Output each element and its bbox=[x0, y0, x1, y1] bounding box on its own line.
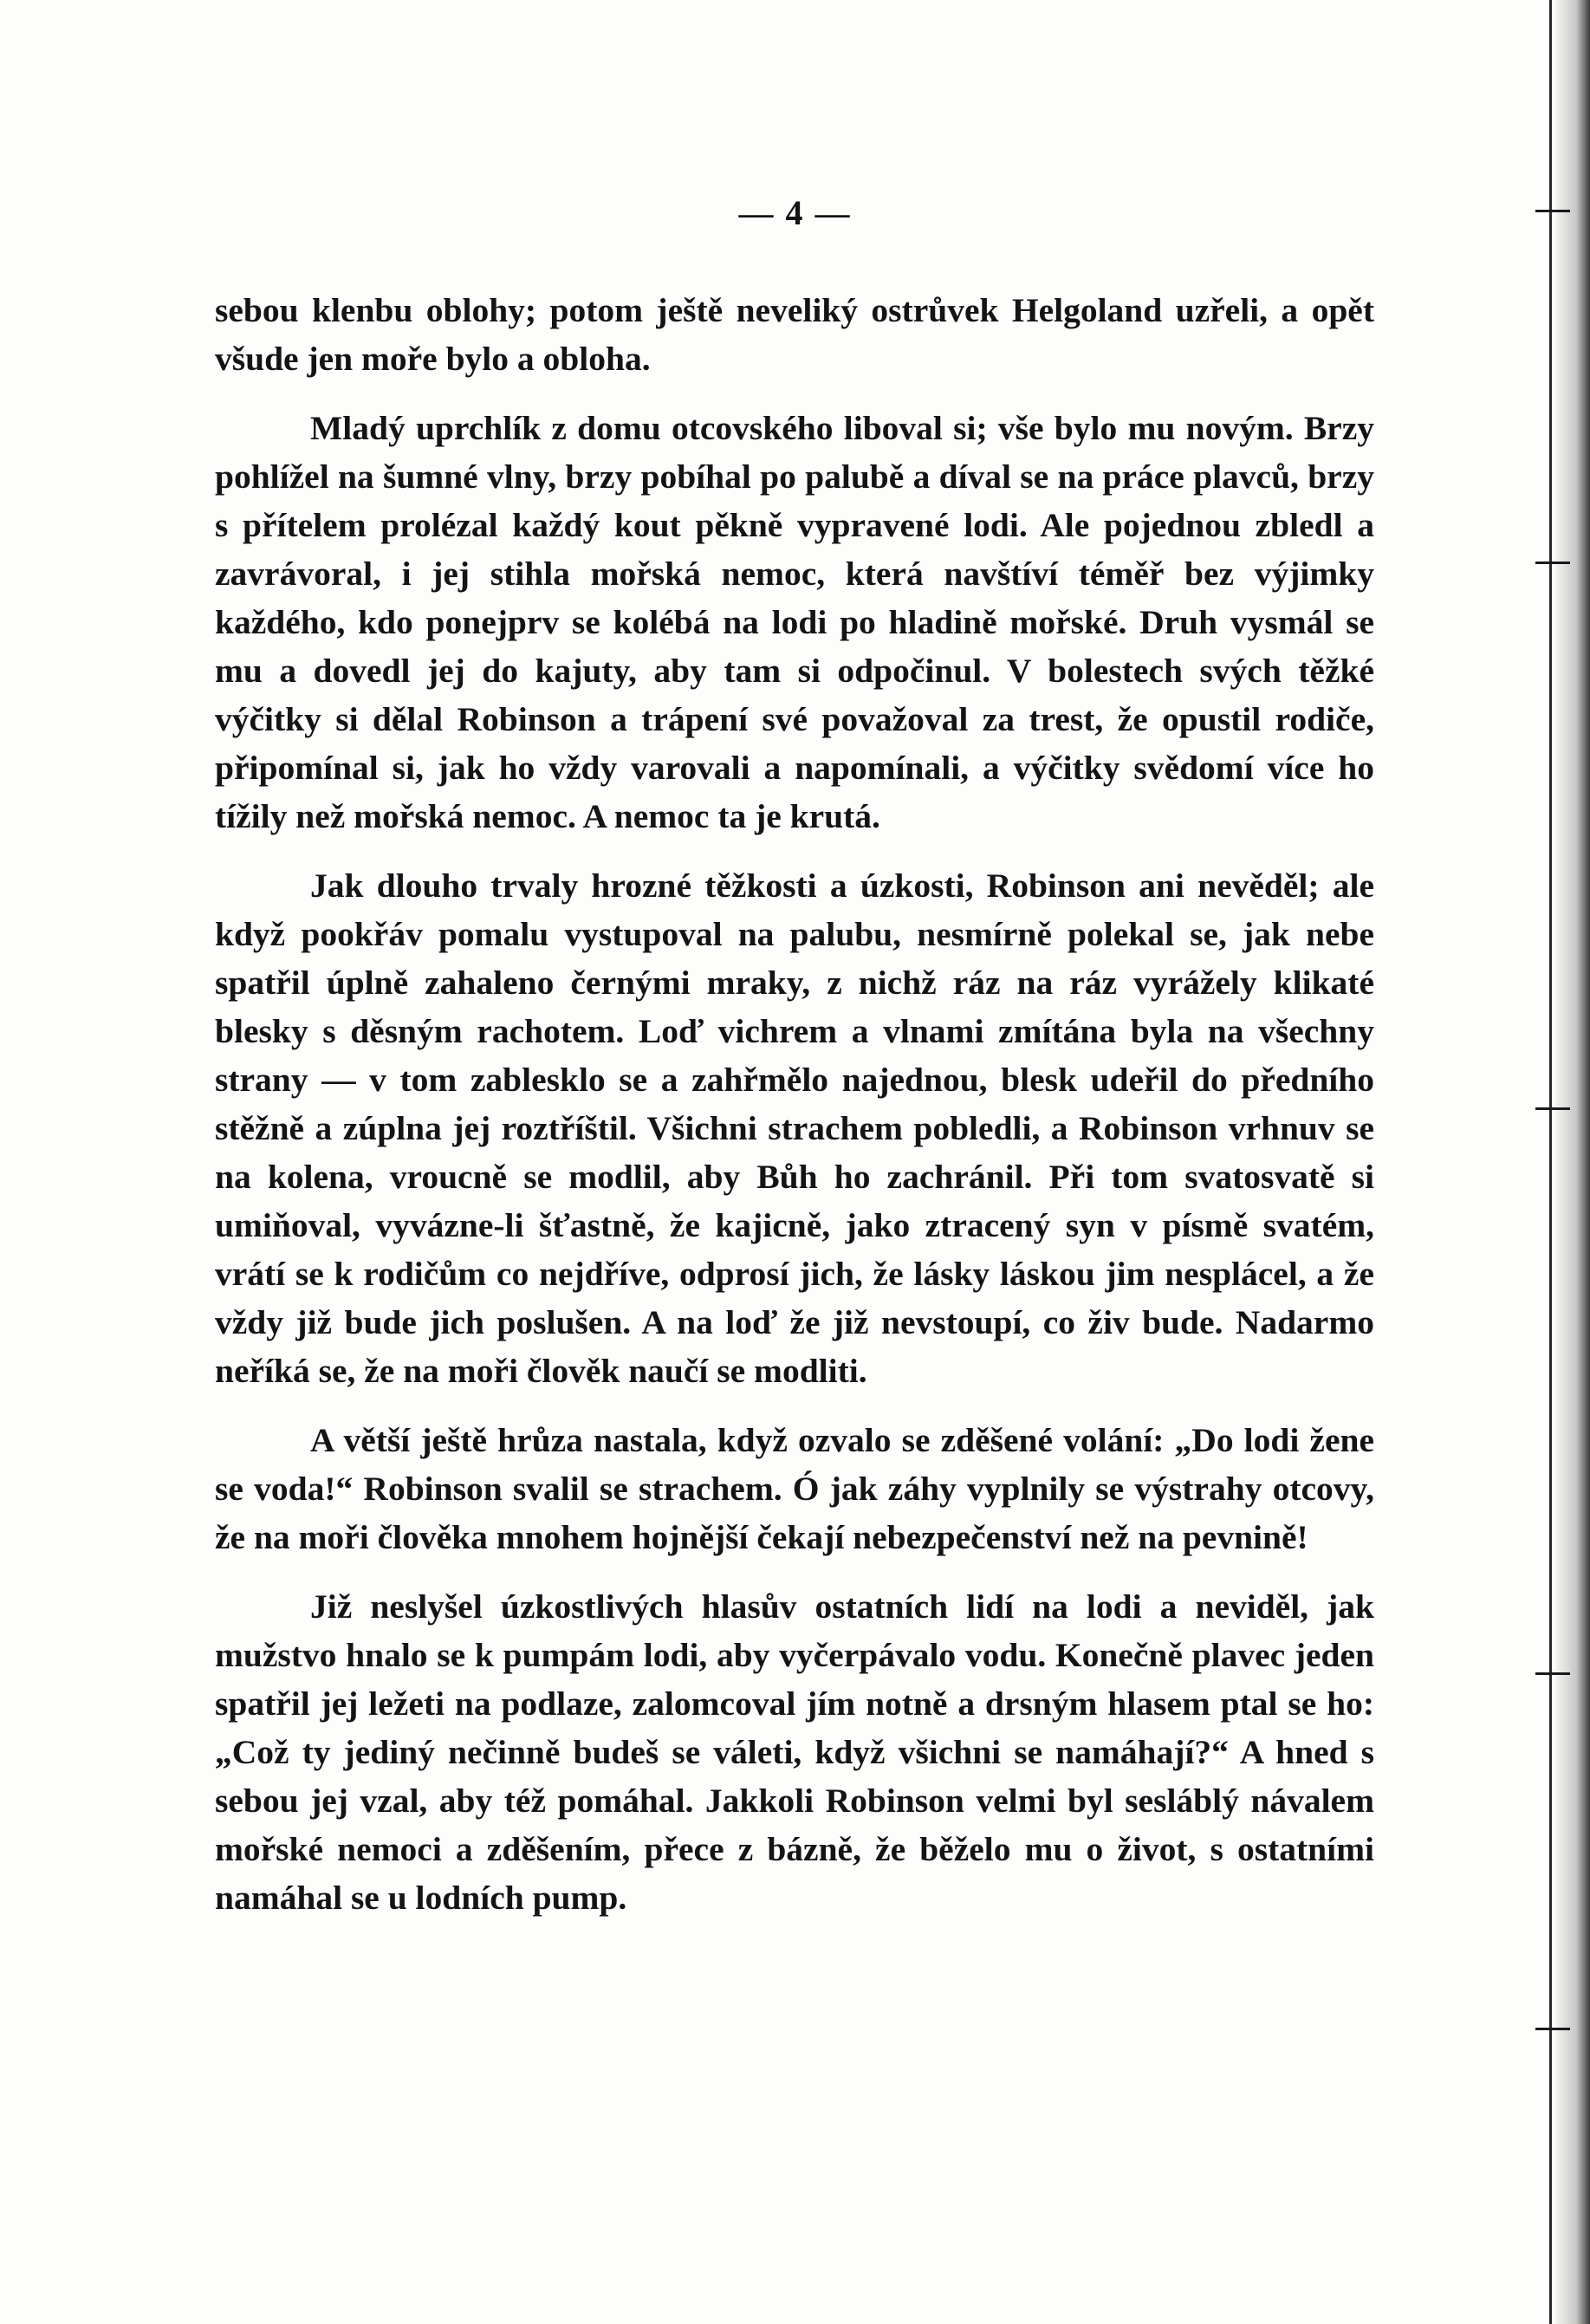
registration-mark bbox=[1535, 562, 1570, 564]
paragraph: Mladý uprchlík z domu otcovského liboval si; vše bylo mu novým. Brzy pohlížel na šumné vlny, brzy pobíhal po palubě a díval se na práce plavců, brzy s přítelem prolézal každý kout pěkně vypravené lodi. Ale pojednou zbledl a zavrávoral, i jej stihla mořská nemoc, která navštíví téměř bez výjimky každého, kdo ponejprv se kolébá na lodi po hladině mořské. Druh vysmál se mu a dovedl jej do kajuty, aby tam si odpočinul. V bolestech svých těžké výčitky si dělal Robinson a trápení své považoval za trest, že opustil rodiče, připomínal si, jak ho vždy varovali a napomínali, a výčitky svědomí více ho tížily než mořská nemoc. A nemoc ta je krutá. bbox=[215, 409, 1374, 835]
registration-mark bbox=[1535, 1672, 1570, 1675]
paragraph: sebou klenbu oblohy; potom ještě neveliký ostrůvek Helgoland uzřeli, a opět všude jen moře bylo a obloha. bbox=[215, 291, 1374, 378]
paragraph: A větší ještě hrůza nastala, když ozvalo se zděšené volání: „Do lodi žene se voda!“ Robinson svalil se strachem. Ó jak záhy vyplnily se výstrahy otcovy, že na moři člověka mnohem hojnější čekají nebezpečenství než na pevnině! bbox=[215, 1421, 1374, 1556]
paragraph: Již neslyšel úzkostlivých hlasův ostatních lidí na lodi a neviděl, jak mužstvo hnalo se k pumpám lodi, aby vyčerpávalo vodu. Konečně plavec jeden spatřil jej ležeti na podlaze, zalomcoval jím notně a drsným hlasem ptal se ho: „Což ty jediný nečinně budeš se váleti, když všichni se namáhají?“ A hned s sebou jej vzal, aby též pomáhal. Jakkoli Robinson velmi byl sesláblý návalem mořské nemoci a zděšením, přece z bázně, že běželo mu o život, s ostatními namáhal se u lodních pump. bbox=[215, 1587, 1374, 1917]
page-number: — 4 — bbox=[738, 193, 852, 232]
page-edge-shadow bbox=[1555, 0, 1590, 2324]
registration-mark bbox=[1535, 2028, 1570, 2030]
registration-mark bbox=[1535, 1107, 1570, 1110]
body-text bbox=[215, 286, 1374, 1922]
paragraph: Jak dlouho trvaly hrozné těžkosti a úzkosti, Robinson ani nevěděl; ale když pookřáv pomalu vystupoval na palubu, nesmírně polekal se, jak nebe spatřil úplně zahaleno černými mraky, z nichž ráz na ráz vyrážely klikaté blesky s děsným rachotem. Loď vichrem a vlnami zmítána byla na všechny strany — v tom zablesklo se a zahřmělo najednou, blesk udeřil do předního stěžně a zúplna jej roztříštil. Všichni strachem pobledli, a Robinson vrhnuv se na kolena, vroucně se modlil, aby Bůh ho zachránil. Při tom svatosvatě si umiňoval, vyvázne-li šťastně, že kajicně, jako ztracený syn v písmě svatém, vrátí se k rodičům co nejdříve, odprosí jich, že lásky láskou jim nesplácel, a že vždy již bude jich poslušen. A na loď že již nevstoupí, co živ bude. Nadarmo neříká se, že na moři člověk naučí se modliti. bbox=[215, 867, 1374, 1390]
page-edge-line bbox=[1549, 0, 1552, 2324]
